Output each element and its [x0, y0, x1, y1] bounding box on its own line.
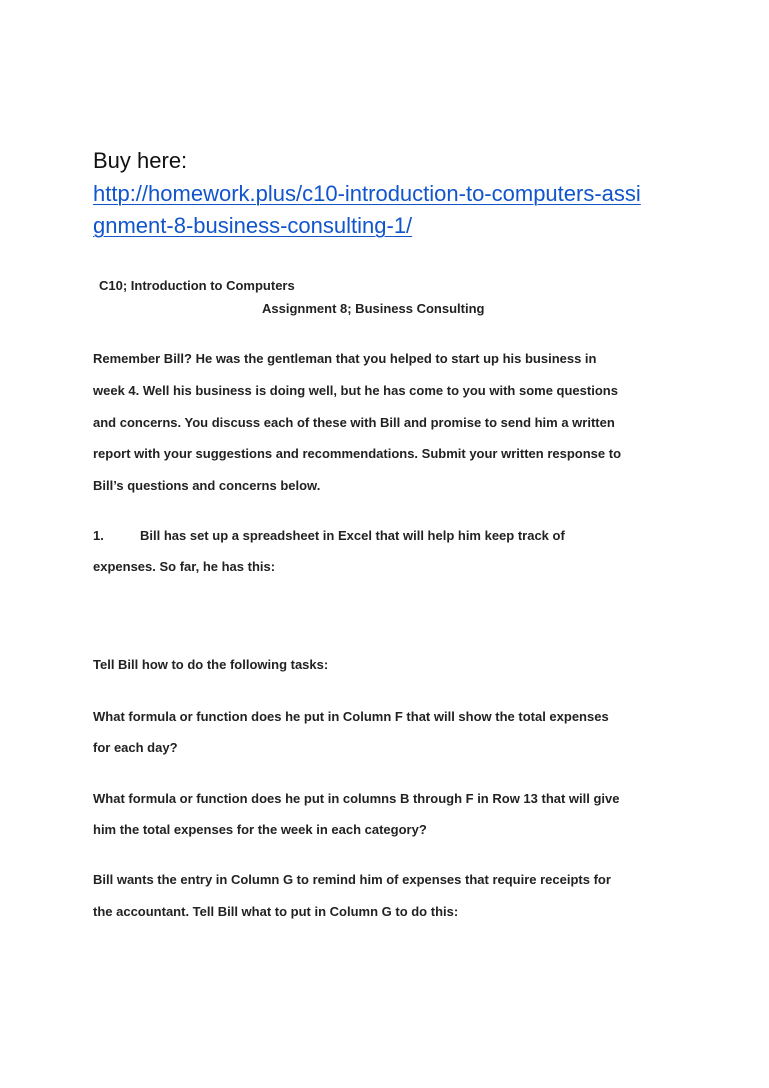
buy-here-heading: Buy here: [93, 148, 188, 173]
intro-line-2: week 4. Well his business is doing well, but he has come to you with some questions [93, 383, 618, 398]
item1-line-2: expenses. So far, he has this: [93, 559, 276, 574]
buy-link-line-1[interactable]: http://homework.plus/c10-introduction-to-computers-assi [93, 181, 641, 206]
buy-link-line-2[interactable]: gnment-8-business-consulting-1/ [93, 213, 413, 238]
question-2-line-1: What formula or function does he put in columns B through F in Row 13 that will give [93, 791, 620, 806]
tasks-heading: Tell Bill how to do the following tasks: [93, 657, 329, 672]
item-number: 1. [93, 528, 104, 543]
question-3-line-2: the accountant. Tell Bill what to put in Column G to do this: [93, 904, 459, 919]
question-1-line-2: for each day? [93, 740, 178, 755]
question-1-line-1: What formula or function does he put in Column F that will show the total expenses [93, 709, 609, 724]
intro-line-5: Bill’s questions and concerns below. [93, 478, 321, 493]
item1-line-1: Bill has set up a spreadsheet in Excel that will help him keep track of [140, 528, 565, 543]
intro-line-1: Remember Bill? He was the gentleman that you helped to start up his business in [93, 351, 597, 366]
assignment-title: Assignment 8; Business Consulting [262, 301, 485, 316]
question-2-line-2: him the total expenses for the week in each category? [93, 822, 427, 837]
question-3-line-1: Bill wants the entry in Column G to remind him of expenses that require receipts for [93, 872, 611, 887]
course-title: C10; Introduction to Computers [99, 278, 295, 293]
intro-line-4: report with your suggestions and recommendations. Submit your written response to [93, 446, 622, 461]
intro-line-3: and concerns. You discuss each of these with Bill and promise to send him a written [93, 415, 615, 430]
